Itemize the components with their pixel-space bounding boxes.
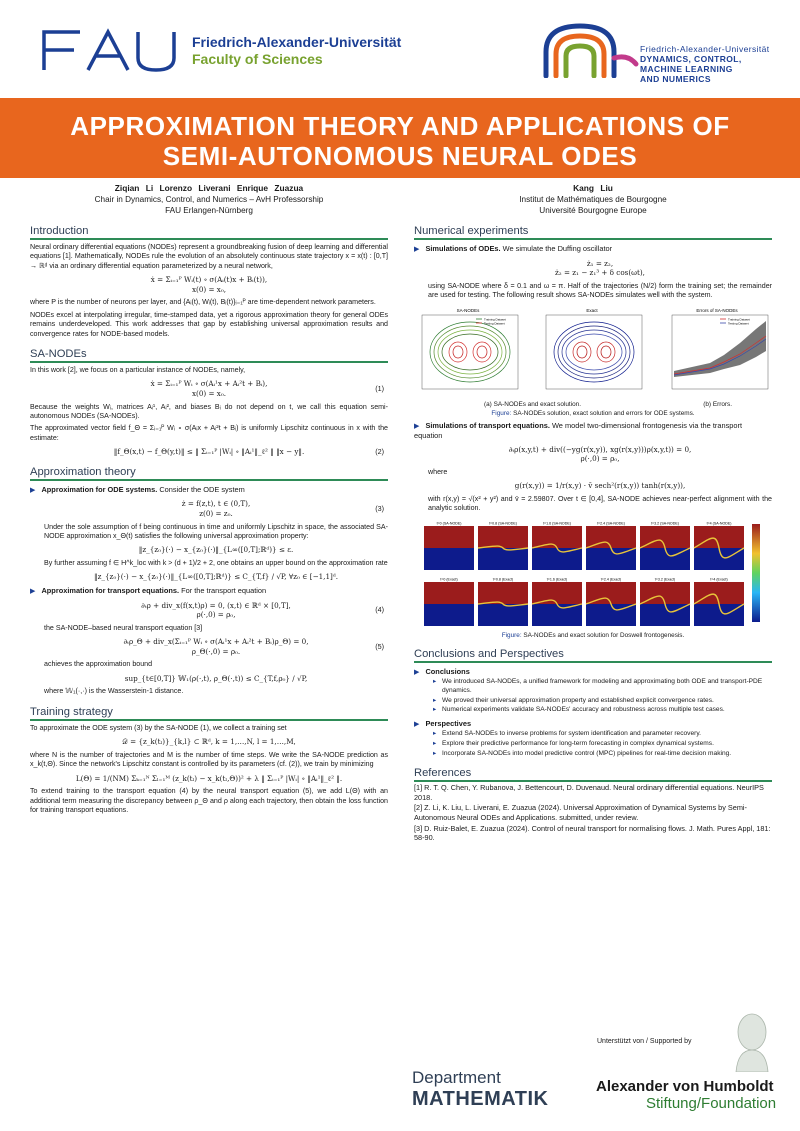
section-heading-approximation: Approximation theory [30,466,388,481]
conclusions-title: Conclusions [425,666,470,676]
department-label: Department [412,1068,501,1087]
bullet-transport-sim-text: We model two-dimensional frontogenesis via the transport equation [414,420,743,441]
bullet-transport-simulation [414,421,772,441]
equation-training-set: 𝒟 = {z_k(tₗ)}_{k,l} ⊂ ℝᵈ, k = 1,…,N, l = 1,…,M, [122,737,296,747]
frontogenesis-panel-bottom [532,548,582,570]
frontogenesis-panel-label: t=1.6 (SA-NODE) [543,521,571,526]
title-line-1: APPROXIMATION THEORY AND APPLICATIONS OF [70,111,730,141]
humboldt-name: Alexander von Humboldt [596,1078,774,1095]
frontogenesis-panel-bottom [424,548,474,570]
equation-1-line-1: ẋ = Σᵢ₌₁ᴾ Wᵢ ∘ σ(Aᵢ¹x + Aᵢ²t + Bᵢ), [150,379,268,389]
plot-exact-phase [538,305,646,397]
author-right-affiliation-2: Université Bourgogne Europe [539,206,647,215]
author-right-affiliation-1: Institut de Mathématiques de Bourgogne [519,195,667,204]
equation-1-line-2: x(0) = x₀. [191,389,227,399]
dcn-chair-text [640,44,770,84]
frontogenesis-panel-top [532,582,582,604]
bullet-transport-title: Approximation for transport equations. [41,586,180,596]
equation-5-line-1: ∂ₜρ_Θ + div_x(Σᵢ₌₁ᴾ Wᵢ ∘ σ(Aᵢ¹x + Aᵢ²t + Bᵢ)ρ_Θ) = 0, [123,637,309,647]
bullet-ode-sim-title: Simulations of ODEs. [425,244,501,253]
frontogenesis-panel-label: t=2.4 (SA-NODE) [597,521,625,526]
dcn-line-2: DYNAMICS, CONTROL, [640,54,742,64]
approx-paragraph-5: where 𝕎₁(·,·) is the Wasserstein-1 distance. [44,687,184,696]
errors-legend-testing: Testing Dataset [728,321,749,326]
equation-2-body: ‖f_Θ(x,t) − f_Θ(y,t)‖ ≤ ‖ Σᵢ₌₁ᴾ |Wᵢ| ∘ ‖Aᵢ¹‖_ℓ² ‖ ‖x − y‖. [113,447,305,457]
frontogenesis-panel-top [424,526,474,548]
sanode-paragraph-3: The approximated vector field f_Θ = Σᵢ₌₁ᴾ Wᵢ ∘ σ(Aᵢx + Aᵢ²t + Bᵢ) is uniformly Lipschitz continuous in x with the estimate: [30,424,388,442]
frontogenesis-panel-label: t=0.8 (Exact) [492,577,514,582]
author-names: Ziqian Li Lorenzo Liverani Enrique Zuazua [114,183,304,193]
list-item: ▸ Explore their predictive performance for long-term forecasting in complex dynamical systems. [442,740,772,749]
subcaption-b: (b) Errors. [703,400,732,408]
plot-errors-title: Errors of SA-NODEs [696,307,738,313]
frontogenesis-panel-bottom [424,604,474,626]
frontogenesis-panel-bottom [478,604,528,626]
reference-item: [2] Z. Li, K. Liu, L. Liverani, E. Zuazua (2024). Universal Approximation of Dynamical Systems by Semi-Autonomous Neural ODEs and Applications. submitted, under review. [414,803,747,822]
equation-g: g(r(x,y)) = 1/r(x,y) · v̄ sech²(r(x,y)) tanh(r(x,y)), [514,481,686,491]
bullet-triangle-icon: ▶ [414,720,420,728]
bullet-transport-sim-title: Simulations of transport equations. [425,420,550,430]
equation-rate: ‖z_{z₀}(·) − x_{z₀}(·)‖_{L∞([0,T];ℝᵈ)} ≤ C_{T,f} / √P, ∀z₀ ∈ [−1,1]ᵈ. [93,572,338,582]
frontogenesis-colorbar [752,524,760,622]
equation-1-number: (1) [375,384,384,394]
section-heading-training: Training strategy [30,706,388,721]
equation-3-line-2: z(0) = z₀. [199,509,233,519]
frontogenesis-panel-label: t=4 (Exact) [710,577,728,582]
bullet-ode-sim-text: We simulate the Duffing oscillator [502,244,613,253]
equation-4-line-1: ∂ₜρ + div_x(f(x,t)ρ) = 0, (x,t) ∈ ℝᵈ × [0,T], [141,600,291,610]
approx-paragraph-2: By further assuming f ∈ H^k_loc with k > (d + 1)/2 + 2, one obtains an upper bound on the approximation rate [44,559,388,568]
bullet-transport-text: For the transport equation [181,586,267,596]
equation-2 [30,447,388,457]
equation-3-line-1: ż = f(z,t), t ∈ (0,T), [181,499,251,509]
left-column [30,180,388,815]
authors-right [414,183,772,216]
conclusions-list [414,678,772,714]
dcn-university-name: Friedrich-Alexander-Universität [640,44,770,54]
bullet-ode-simulation [414,244,772,255]
list-item: ▸ Numerical experiments validate SA-NODEs' accuracy and robustness across multiple test cases. [442,706,772,715]
bullet-transport-approximation [30,586,388,597]
frontogenesis-panel-bottom [694,548,744,570]
supported-by-text: Unterstützt von / Supported by [597,1038,692,1045]
figure-2-text: SA-NODEs and exact solution for Doswell frontogenesis. [523,631,685,639]
title-banner [0,98,800,178]
list-item: ▸ Extend SA-NODEs to inverse problems for system identification and parameter recovery. [442,730,772,739]
equation-uap: ‖z_{z₀}(·) − x_{z₀}(·)‖_{L∞([0,T];ℝᵈ)} ≤ ε. [138,545,294,555]
figure-frontogenesis [414,518,772,630]
figure-ode-results [414,305,772,397]
author-name-right: Kang Liu [573,183,613,193]
frontogenesis-panel-top [478,526,528,548]
reference-item: [1] R. T. Q. Chen, Y. Rubanova, J. Bettencourt, D. Duvenaud. Neural ordinary differential equations. NeurIPS 2018. [414,783,764,802]
subcaptions [414,401,772,408]
intro-paragraph-2: where P is the number of neurons per layer, and {Aᵢ(t), Wᵢ(t), Bᵢ(t)}ᵢ₌₁ᴾ are time-dependent network parameters. [30,298,376,307]
frontogenesis-panel-label: t=0 (Exact) [440,577,458,582]
legend-training: Training Dataset [484,317,506,322]
humboldt-bust-icon [728,1010,776,1072]
figure-1-text: SA-NODEs solution, exact solution and errors for ODE systems. [513,409,695,417]
frontogenesis-panel-bottom [478,548,528,570]
equation-frontogenesis-line-1: ∂ₜρ(x,y,t) + div((−yg(r(x,y)), xg(r(x,y)))ρ(x,y,t)) = 0, [508,444,692,454]
figure-2-label: Figure: [501,631,522,639]
equation-duffing-line-2: ż₂ = z₁ − z₁³ + δ cos(ωt), [555,268,645,278]
list-item: ▸ Incorporate SA-NODEs into model predictive control (MPC) pipelines for real-time decision making. [442,750,772,759]
bullet-triangle-icon: ▶ [414,422,420,430]
section-heading-references: References [414,767,772,782]
equation-frontogenesis-line-2: ρ(·,0) = ρ₀, [580,454,620,464]
plot-sanode-title: SA-NODEs [456,307,480,313]
equation-node [30,275,388,294]
section-heading-introduction: Introduction [30,225,388,240]
list-item: ▸ We introduced SA-NODEs, a unified framework for modeling and approximating both ODE and transport-PDE dynamics. [442,678,772,695]
equation-5-line-2: ρ_Θ(·,0) = ρ₀. [191,646,241,656]
plot-sanode-phase [414,305,522,397]
intro-paragraph-3: NODEs excel at interpolating irregular, time-stamped data, yet a rigorous approximation theory for general ODEs remains underdeveloped. This work addresses that gap by establishing universal approximation results and convergence rates for NODE-based models. [30,310,388,338]
figure-1-label: Figure: [491,409,512,417]
figure-2-caption [414,632,772,639]
author-affiliation-1: Chair in Dynamics, Control, and Numerics – AvH Professorship [94,195,324,204]
equation-frontogenesis [428,445,772,464]
perspectives-title: Perspectives [425,718,472,728]
training-paragraph-3: To extend training to the transport equation (4) by the neural transport equation (5), we add L(Θ) with an additional term measuring the discrepancy between ρ_Θ and ρ along each trajectory, then obtain the loss function for training transport equations. [30,787,388,815]
frontogenesis-panel-label: t=0.8 (SA-NODE) [489,521,517,526]
equation-3-number: (3) [375,504,384,514]
plot-exact-title: Exact [586,307,598,313]
title-line-2: SEMI-AUTONOMOUS NEURAL ODES [162,141,638,171]
humboldt-foundation: Stiftung/Foundation [646,1095,777,1112]
frontogenesis-panel-label: t=1.6 (Exact) [546,577,568,582]
frontogenesis-panel-top [694,582,744,604]
legend-testing: Testing Dataset [484,321,505,326]
bullet-triangle-icon: ▶ [414,246,420,253]
poster-title [0,111,800,171]
frontogenesis-panel-label: t=3.2 (Exact) [654,577,676,582]
frontogenesis-panel-top [424,582,474,604]
sanode-paragraph-2: Because the weights Wᵢ, matrices Aᵢ¹, Aᵢ², and biases Bᵢ do not depend on t, we call this equation semi-autonomous NODEs (SA-NODEs). [30,402,388,421]
frontogenesis-panel-label: t=0 (SA-NODE) [436,521,462,526]
figure-1-caption [414,410,772,417]
bullet-conclusions [414,667,772,678]
bullet-triangle-icon: ▶ [30,588,36,596]
frontogenesis-grid [414,518,772,630]
frontogenesis-panel-label: t=4 (SA-NODE) [706,521,732,526]
department-name: MATHEMATIK [412,1088,549,1110]
dcn-line-4: AND NUMERICS [640,74,711,84]
intro-paragraph-1: Neural ordinary differential equations (NODEs) represent a groundbreaking fusion of deep learning and differential equations [1]. Mathematically, NODEs rule the evolution of an absolutely continuous state trajectory x = x(t) : [0,T] → ℝᵈ via an ordinary differential equation parameterized by a neural network, [30,243,388,270]
fau-faculty-text [192,34,401,68]
section-heading-sanodes: SA-NODEs [30,348,388,363]
equation-1 [30,379,388,398]
bullet-ode-text: Consider the ODE system [159,484,245,494]
perspectives-list [414,730,772,758]
equation-3 [44,499,388,518]
author-affiliation-2: FAU Erlangen-Nürnberg [165,206,253,215]
approx-paragraph-3: the SA-NODE–based neural transport equation [3] [44,623,203,632]
equation-5 [44,637,388,656]
equation-4-number: (4) [375,605,384,615]
dcn-arcs-logo-icon [540,18,640,78]
sanode-paragraph-1: In this work [2], we focus on a particular instance of NODEs, namely, [30,366,246,375]
section-heading-numerics: Numerical experiments [414,225,772,240]
bullet-triangle-icon: ▶ [30,486,36,494]
approx-paragraph-1: Under the sole assumption of f being continuous in time and uniformly Lipschitz in space, the associated SA-NODE approximation x_Θ(t) satisfies the following universal approximation property: [44,522,388,541]
frontogenesis-panel-top [478,582,528,604]
plot-errors [662,305,772,397]
frontogenesis-panel-top [694,526,744,548]
poster-header [0,0,800,98]
humboldt-foundation-logo [596,1078,776,1112]
list-item: ▸ We proved their universal approximation property and established explicit convergence rates. [442,697,772,706]
dcn-line-3: MACHINE LEARNING [640,64,733,74]
fau-logo-icon [40,28,185,72]
frontogenesis-panel-label: t=3.2 (SA-NODE) [651,521,679,526]
equation-duffing-line-1: ż₁ = z₂, [586,258,614,268]
department-logo [412,1068,548,1111]
errors-legend-training: Training Dataset [728,317,750,322]
equation-node-line-1: ẋ = Σᵢ₌₁ᴾ Wᵢ(t) ∘ σ(Aᵢ(t)x + Bᵢ(t)), [150,275,268,285]
reference-item: [3] D. Ruiz-Balet, E. Zuazua (2024). Control of neural transport for normalising flows. J. Math. Pures Appl, 181: 58-90. [414,823,771,843]
equation-5-number: (5) [375,642,384,652]
authors-left [30,183,388,216]
equation-node-line-2: x(0) = x₀, [191,284,227,294]
frontogenesis-panel-label: t=2.4 (Exact) [600,577,622,582]
section-heading-conclusions: Conclusions and Perspectives [414,648,772,663]
numerics-paragraph-2: where [428,467,448,476]
frontogenesis-panel-bottom [532,604,582,626]
fau-university-name: Friedrich-Alexander-Universität [192,34,402,50]
numerics-paragraph-3: with r(x,y) = √(x² + y²) and v̄ = 2.59807. Over t ∈ [0,4], SA-NODE achieves near-perfect alignment with the analytic solution. [428,494,772,513]
equation-duffing [428,259,772,278]
fau-faculty-name: Faculty of Sciences [192,51,323,67]
equation-2-number: (2) [375,447,384,457]
bullet-triangle-icon: ▶ [414,668,420,676]
frontogenesis-panel-top [532,526,582,548]
bullet-perspectives [414,719,772,730]
equation-loss: L(Θ) = 1/(NM) Σₖ₌₁ᴺ Σₗ₌₁ᴹ (z_k(tₗ) − x_k(tₗ,Θ))² + λ ‖ Σᵢ₌₁ᴾ |Wᵢ| ∘ ‖Aᵢ¹‖_ℓ² ‖. [75,773,343,783]
approx-paragraph-4: achieves the approximation bound [44,660,153,669]
training-paragraph-1: To approximate the ODE system (3) by the SA-NODE (1), we collect a training set [30,723,287,732]
numerics-paragraph-1: using SA-NODE where δ = 0.1 and ω = π. Half of the trajectories (N/2) form the training set; the remainder are used for testing. The following result shows SA-NODEs simulates well with the system. [428,281,772,300]
equation-wasserstein-bound: sup_{t∈[0,T]} 𝕎₁(ρ(·,t), ρ_Θ(·,t)) ≤ C_{T,f,ρ₀} / √P, [124,673,308,683]
equation-4 [44,601,388,620]
bullet-ode-title: Approximation for ODE systems. [41,484,158,494]
equation-4-line-2: ρ(·,0) = ρ₀, [196,610,236,620]
subcaption-a: (a) SA-NODEs and exact solution. [484,400,581,408]
training-paragraph-2: where N is the number of trajectories and M is the number of time steps. We write the SA-NODE prediction as x_k(t,Θ). Since the network's Lipschitz constant is controlled by its parameters (cf. (2)), we train by minimizing [30,750,388,769]
references-list [414,783,772,843]
right-column [414,180,772,843]
frontogenesis-panel-bottom [694,604,744,626]
bullet-ode-approximation [30,485,388,496]
